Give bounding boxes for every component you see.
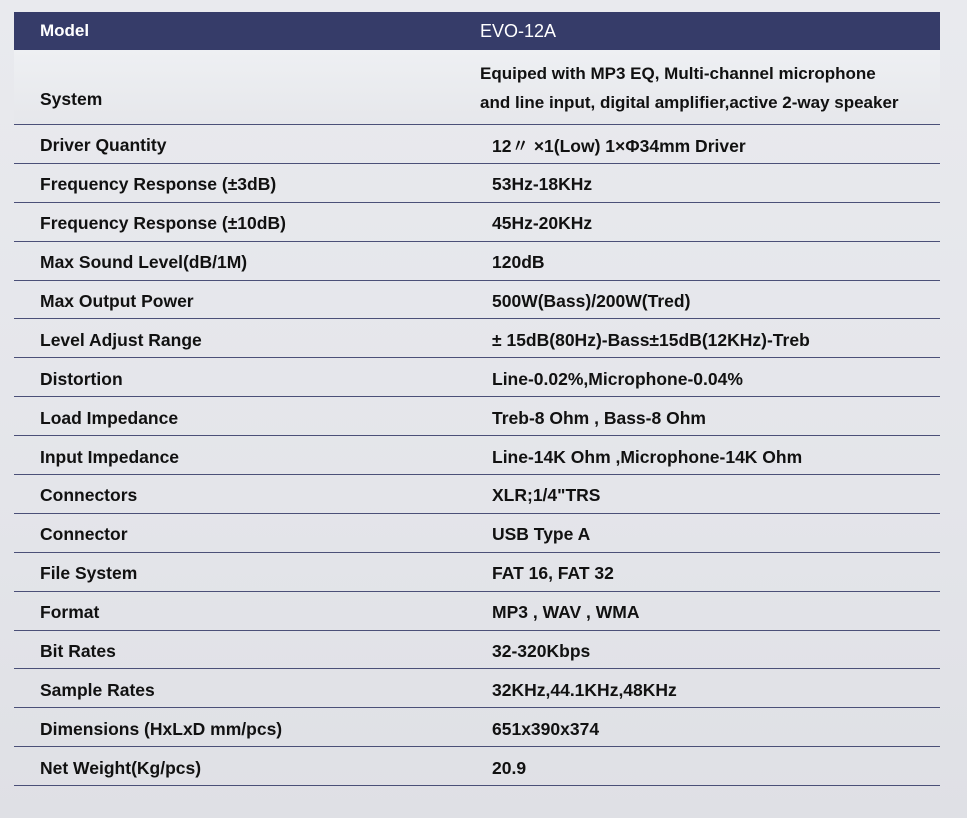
- row-value: 32KHz,44.1KHz,48KHz: [492, 679, 677, 700]
- row-label: Level Adjust Range: [40, 329, 202, 350]
- row-label: Max Sound Level(dB/1M): [40, 252, 248, 273]
- row-value: ± 15dB(80Hz)-Bass±15dB(12KHz)-Treb: [492, 329, 810, 350]
- row-value: Line-14K Ohm ,Microphone-14K Ohm: [492, 446, 803, 467]
- row-label: Distortion: [40, 368, 123, 389]
- row-label: Net Weight(Kg/pcs): [40, 757, 202, 778]
- row-label: Bit Rates: [40, 641, 116, 662]
- table-row: [14, 242, 940, 281]
- row-label: Connectors: [40, 485, 138, 506]
- header-label: Model: [40, 21, 90, 40]
- system-description-line-2: and line input, digital amplifier,active 2-way speaker: [480, 93, 899, 112]
- row-label: Input Impedance: [40, 446, 180, 467]
- table-row-system: [14, 50, 940, 125]
- table-row: [14, 708, 940, 747]
- table-row: [14, 592, 940, 631]
- row-value: 500W(Bass)/200W(Tred): [492, 291, 691, 311]
- table-row: [14, 281, 940, 320]
- row-value: Line-0.02%,Microphone-0.04%: [492, 368, 743, 389]
- row-label: Max Output Power: [40, 291, 194, 311]
- table-row: [14, 475, 940, 514]
- spec-table: [14, 12, 940, 786]
- model-name: EVO-12A: [480, 20, 557, 41]
- table-row: [14, 631, 940, 670]
- row-label: Driver Quantity: [40, 135, 167, 156]
- row-label: Load Impedance: [40, 407, 179, 428]
- row-value: 651x390x374: [492, 718, 600, 739]
- table-row: [14, 125, 940, 164]
- row-value: Treb-8 Ohm , Bass-8 Ohm: [492, 407, 706, 428]
- table-row: [14, 514, 940, 553]
- row-label: Dimensions (HxLxD mm/pcs): [40, 718, 283, 739]
- table-row: [14, 203, 940, 242]
- row-label: System: [40, 89, 103, 109]
- row-label: File System: [40, 563, 138, 584]
- spec-rows: [14, 125, 940, 786]
- table-row: [14, 669, 940, 708]
- row-value: 12〃 ×1(Low) 1×Φ34mm Driver: [492, 136, 746, 157]
- row-label: Sample Rates: [40, 679, 155, 700]
- row-label: Frequency Response (±10dB): [40, 213, 286, 234]
- table-row: [14, 436, 940, 475]
- row-value: 120dB: [492, 252, 545, 273]
- table-row: [14, 319, 940, 358]
- system-description-line-1: Equiped with MP3 EQ, Multi-channel microphone: [480, 64, 876, 83]
- row-value: FAT 16, FAT 32: [492, 563, 614, 584]
- row-value: XLR;1/4"TRS: [492, 485, 601, 506]
- table-row: [14, 553, 940, 592]
- row-value: 45Hz-20KHz: [492, 213, 593, 234]
- row-label: Frequency Response (±3dB): [40, 174, 277, 195]
- table-header: [14, 12, 940, 50]
- row-value: USB Type A: [492, 524, 591, 545]
- table-row: [14, 164, 940, 203]
- table-row: [14, 358, 940, 397]
- row-value: [480, 57, 940, 117]
- row-value: 20.9: [492, 757, 527, 778]
- table-row: [14, 747, 940, 786]
- row-value: 32-320Kbps: [492, 641, 591, 662]
- table-row: [14, 397, 940, 436]
- row-label: Connector: [40, 524, 128, 545]
- row-value: 53Hz-18KHz: [492, 174, 593, 195]
- row-value: MP3 , WAV , WMA: [492, 602, 640, 623]
- row-label: Format: [40, 602, 100, 623]
